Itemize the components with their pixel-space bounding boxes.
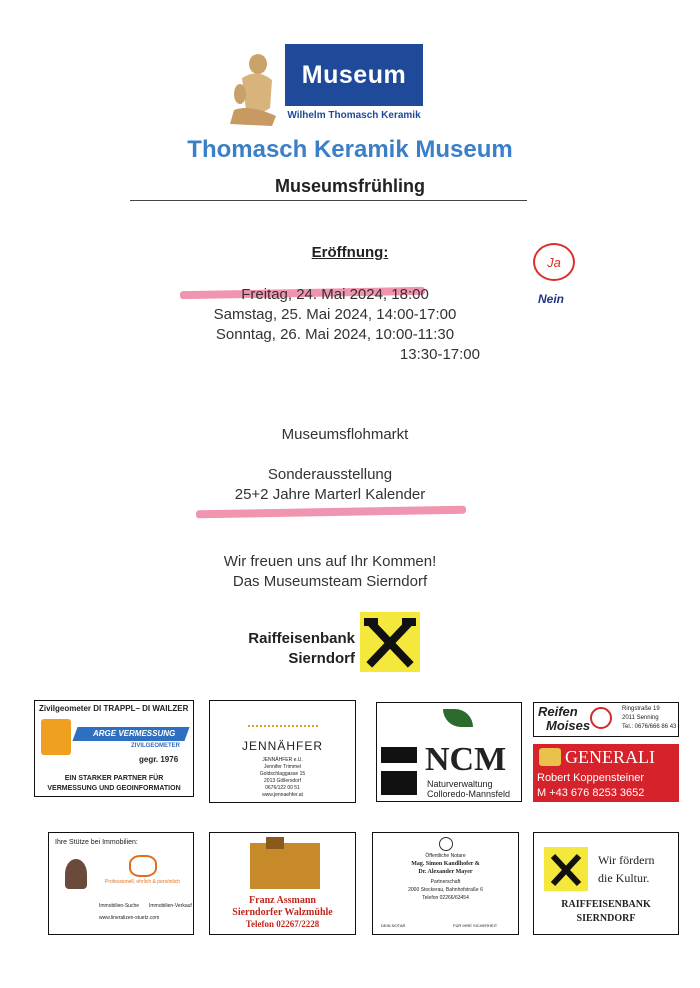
ad-line: 2000 Stockerau, Bahnhofstraße 6 <box>408 887 483 893</box>
date-line: Samstag, 25. Mai 2024, 14:00-17:00 <box>213 306 457 323</box>
museum-logo-word: Museum <box>301 60 407 89</box>
exhibition-subtitle: 25+2 Jahre Marterl Kalender <box>234 486 426 503</box>
highlighter-stroke <box>196 506 466 519</box>
ad-line: Jennifer Trimmel <box>264 764 301 770</box>
ad-brand: Sierndorfer Walzmühle <box>232 907 333 918</box>
ad-notar <box>372 832 519 935</box>
ad-immobilien <box>48 832 194 935</box>
ad-line: Colloredo-Mannsfeld <box>427 789 511 799</box>
ad-generali <box>533 744 679 802</box>
ad-line: RAIFFEISENBANK <box>561 899 651 910</box>
ad-brand: NCM <box>425 741 507 778</box>
ad-line: Telefon 02266/63454 <box>422 895 469 901</box>
raiffeisen-logo-icon <box>360 612 420 672</box>
ad-line: Dr. Alexander Mayer <box>418 869 473 875</box>
mill-tower <box>266 837 284 849</box>
ad-brand: Reifen <box>538 704 578 719</box>
ad-line: Goldschlaggasse 15 <box>259 771 306 777</box>
museum-logo <box>285 44 423 106</box>
ad-brand: Moises <box>546 718 591 733</box>
sponsor-name-line1: Raiffeisenbank <box>248 630 355 647</box>
ad-line: SIERNDORF <box>576 913 636 924</box>
handwritten-ja-mark: Ja <box>533 243 575 281</box>
ad-line: Ringstraße 19 <box>622 706 660 712</box>
ad-line: 2013 Göllersdorf <box>264 778 301 784</box>
page-subtitle: Museumsfrühling <box>274 176 425 196</box>
ad-line: Tel.: 0676/666 86 43 <box>622 724 677 730</box>
ad-brand: JENNÄHFER <box>241 739 323 753</box>
handwritten-nein-note: Nein <box>538 292 565 306</box>
coat-stripe <box>381 763 417 771</box>
ad-title: Ihre Stütze bei Immobilien: <box>55 839 138 846</box>
ad-brand: GENERALI <box>565 747 655 767</box>
ad-line: Mag. Simon Kandlhofer & <box>411 861 480 867</box>
lion-icon <box>539 748 561 766</box>
date-line: Freitag, 24. Mai 2024, 18:00 <box>241 286 429 303</box>
museum-logo-subtitle: Wilhelm Thomasch Keramik <box>287 110 421 121</box>
ad-brand-sub: ZIVILGEOMETER <box>131 743 181 749</box>
ad-line: DEIN NOTAR <box>381 923 406 928</box>
flohmarkt-text: Museumsflohmarkt <box>281 426 409 443</box>
ad-line: Professionell, ehrlich & persönlich <box>105 879 181 885</box>
ad-line: 0676/122 00 51 <box>265 785 300 791</box>
heart-house-icon <box>129 855 157 877</box>
eagle-seal-icon <box>439 837 453 851</box>
ad-reifen-moises <box>533 702 679 737</box>
leaf-icon <box>443 709 473 727</box>
ad-assmann-walzmuehle <box>209 832 356 935</box>
sponsor-name-line2: Sierndorf <box>288 650 355 667</box>
ad-line: die Kultur. <box>598 871 650 885</box>
ad-line: www.jennaehfer.at <box>262 792 303 798</box>
coat-of-arms-icon <box>381 747 417 795</box>
page-title: Thomasch Keramik Museum <box>187 136 513 163</box>
ad-title: Zivilgeometer DI TRAPPL– DI WAILZER <box>39 704 189 713</box>
ad-line: Immobilien-Verkauf <box>149 903 192 909</box>
exhibition-title: Sonderausstellung <box>267 466 393 483</box>
ad-zivilgeometer <box>34 700 194 797</box>
ad-line: Naturverwaltung <box>427 779 493 789</box>
ad-raiffeisen-kultur <box>533 832 679 935</box>
flower-garland-icon <box>248 717 318 727</box>
ad-line: M +43 676 8253 3652 <box>537 787 645 799</box>
greeting-line: Das Museumsteam Sierndorf <box>232 573 428 590</box>
ad-ncm <box>376 702 522 802</box>
greeting-line: Wir freuen uns auf Ihr Kommen! <box>223 553 437 570</box>
agent-photo <box>65 859 87 889</box>
ad-line: Öffentliche Notare <box>425 853 466 859</box>
ad-line: Immobilien-Suche <box>99 903 140 909</box>
ad-line: JENNÄHFER e.U. <box>262 757 303 763</box>
date-line: 13:30-17:00 <box>399 346 480 363</box>
ad-line: Partnerschaft <box>430 879 461 885</box>
ad-line: Robert Koppensteiner <box>537 772 645 784</box>
ad-brand: Franz Assmann <box>249 895 316 906</box>
ad-line: Wir fördern <box>598 853 655 867</box>
ad-claim: EIN STARKER PARTNER FÜR <box>64 775 164 782</box>
date-line: Sonntag, 26. Mai 2024, 10:00-11:30 <box>215 326 455 343</box>
ad-claim: VERMESSUNG UND GEOINFORMATION <box>47 785 181 792</box>
ad-since: gegr. 1976 <box>139 755 179 764</box>
ad-line: Telefon 02267/2228 <box>245 919 320 929</box>
title-divider <box>130 200 527 201</box>
ad-line: 2011 Senning <box>622 715 659 721</box>
opening-label: Eröffnung: <box>311 244 389 261</box>
ad-line: FÜR IHRE SICHERHEIT <box>453 923 498 928</box>
tire-icon <box>590 707 612 729</box>
mill-building-icon <box>250 843 320 889</box>
raiffeisen-logo-icon <box>544 847 588 891</box>
ad-jennaehfer <box>209 700 356 803</box>
surveyor-icon <box>41 719 71 755</box>
sculpture-figure-image <box>220 50 282 128</box>
ad-line: www.lineralizen-stuetz.com <box>99 915 160 921</box>
ad-brand: ARGE VERMESSUNG <box>93 729 176 738</box>
